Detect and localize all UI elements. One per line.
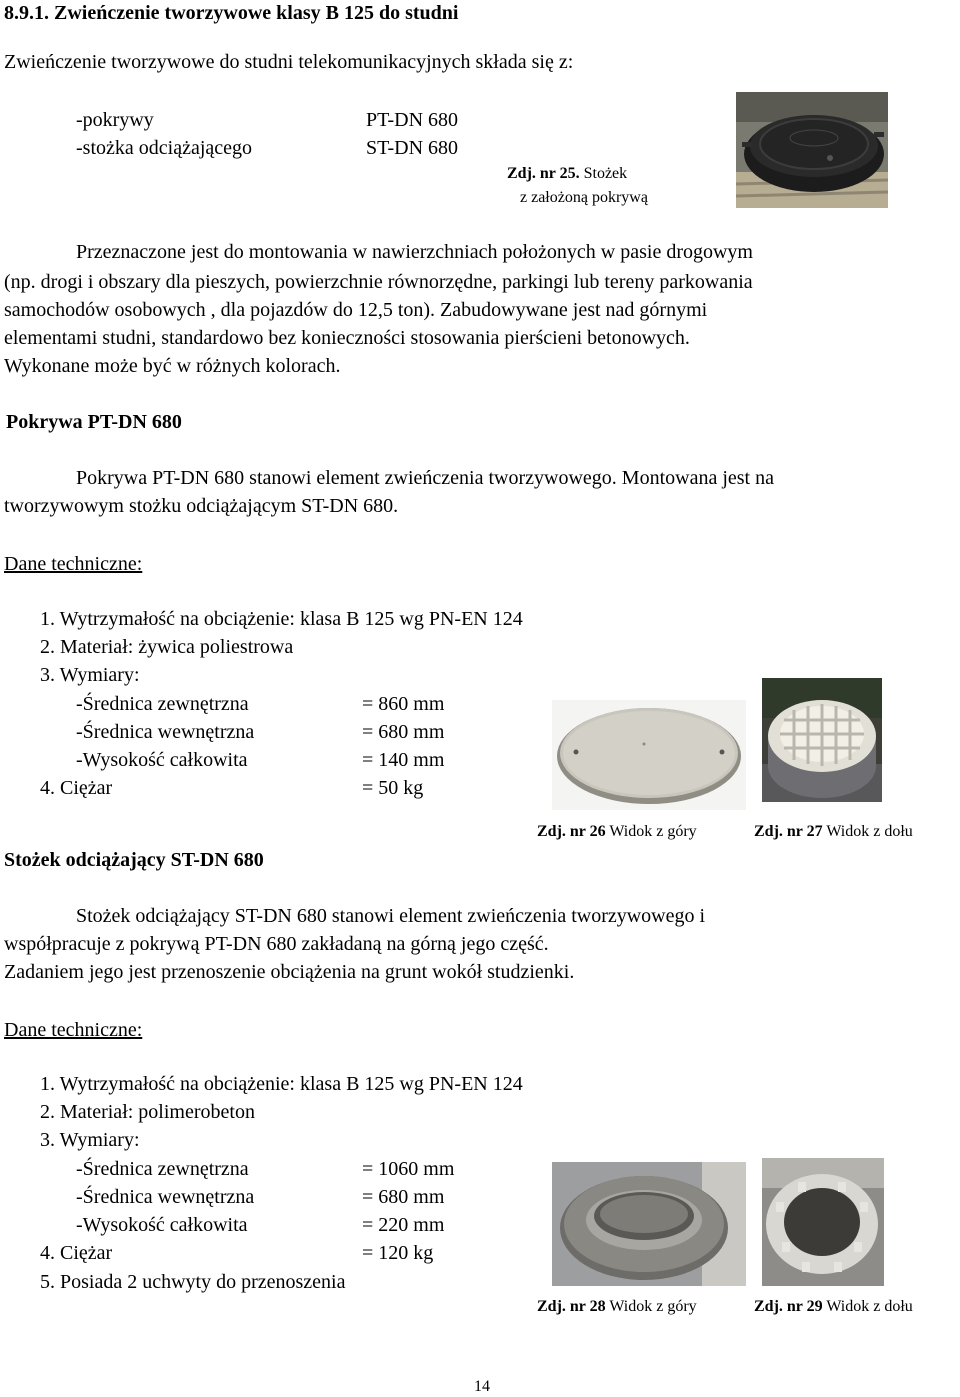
- page-number: 14: [474, 1378, 490, 1395]
- fig29-caption: [754, 1297, 913, 1317]
- cover-dim-value-1: = 860 mm: [362, 693, 445, 715]
- fig25-caption-line2: z założoną pokrywą: [520, 189, 648, 206]
- cone-weight-value: = 120 kg: [362, 1242, 434, 1264]
- cone-dim-value-2: = 680 mm: [362, 1186, 445, 1208]
- cover-dim-label-1: -Średnica zewnętrzna: [76, 693, 249, 715]
- fig29-text: Widok z dołu: [822, 1298, 913, 1315]
- photo-cone-top-view: [552, 1162, 746, 1286]
- cone-desc-line-3: Zadaniem jego jest przenoszenie obciążenia na grunt wokół studzienki.: [4, 961, 575, 983]
- component-name-cone: -stożka odciążającego: [76, 137, 253, 159]
- fig25-title: Stożek: [583, 165, 628, 182]
- cover-spec-3: 3. Wymiary:: [40, 664, 140, 686]
- fig27-caption: [754, 822, 913, 842]
- cover-weight-value: = 50 kg: [362, 777, 424, 799]
- cover-spec-2: 2. Materiał: żywica poliestrowa: [40, 636, 294, 658]
- photo-cover-top-view: [552, 700, 746, 810]
- intro-text: Zwieńczenie tworzywowe do studni telekomunikacyjnych składa się z:: [4, 51, 574, 73]
- fig29-number: Zdj. nr 29: [754, 1298, 823, 1315]
- cover-dim-label-3: -Wysokość całkowita: [76, 749, 248, 771]
- cone-spec-1: 1. Wytrzymałość na obciążenie: klasa B 125 wg PN-EN 124: [40, 1073, 523, 1095]
- purpose-line-3: samochodów osobowych , dla pojazdów do 12,5 ton). Zabudowywane jest nad górnymi: [4, 299, 708, 321]
- cover-dim-value-3: = 140 mm: [362, 749, 445, 771]
- fig25-number: Zdj. nr 25.: [507, 165, 580, 182]
- cone-spec-3: 3. Wymiary:: [40, 1129, 140, 1151]
- cover-tech-heading: Dane techniczne:: [4, 553, 143, 575]
- cone-handles: 5. Posiada 2 uchwyty do przenoszenia: [40, 1271, 346, 1293]
- cover-dim-value-2: = 680 mm: [362, 721, 445, 743]
- purpose-line-2: (np. drogi i obszary dla pieszych, powierzchnie równorzędne, parkingi lub tereny parkowania: [4, 271, 753, 293]
- cover-spec-1: 1. Wytrzymałość na obciążenie: klasa B 125 wg PN-EN 124: [40, 608, 523, 630]
- section-title: 8.9.1. Zwieńczenie tworzywowe klasy B 125 do studni: [4, 2, 459, 24]
- photo-cover-bottom-view: [762, 678, 882, 802]
- photo-cone-with-cover: [736, 92, 888, 208]
- cone-dim-value-3: = 220 mm: [362, 1214, 445, 1236]
- fig26-number: Zdj. nr 26: [537, 823, 606, 840]
- fig27-text: Widok z dołu: [822, 823, 913, 840]
- fig28-number: Zdj. nr 28: [537, 1298, 606, 1315]
- cone-tech-heading: Dane techniczne:: [4, 1019, 143, 1041]
- cone-desc-line-2: współpracuje z pokrywą PT-DN 680 zakładaną na górną jego część.: [4, 933, 549, 955]
- cover-weight-label: 4. Ciężar: [40, 777, 113, 799]
- cone-dim-value-1: = 1060 mm: [362, 1158, 455, 1180]
- cone-dim-label-3: -Wysokość całkowita: [76, 1214, 248, 1236]
- cover-desc-line-1: Pokrywa PT-DN 680 stanowi element zwieńczenia tworzywowego. Montowana jest na: [76, 467, 774, 489]
- cover-dim-label-2: -Średnica wewnętrzna: [76, 721, 255, 743]
- cone-weight-label: 4. Ciężar: [40, 1242, 113, 1264]
- cone-dim-label-1: -Średnica zewnętrzna: [76, 1158, 249, 1180]
- cone-desc-line-1: Stożek odciążający ST-DN 680 stanowi element zwieńczenia tworzywowego i: [76, 905, 706, 927]
- cone-spec-2: 2. Materiał: polimerobeton: [40, 1101, 255, 1123]
- fig27-number: Zdj. nr 27: [754, 823, 823, 840]
- purpose-line-4: elementami studni, standardowo bez konieczności stosowania pierścieni betonowych.: [4, 327, 690, 349]
- fig26-caption: [537, 822, 697, 842]
- purpose-line-1: Przeznaczone jest do montowania w nawierzchniach położonych w pasie drogowym: [76, 241, 753, 263]
- component-code-cone: ST-DN 680: [366, 137, 459, 159]
- cover-desc-line-2: tworzywowym stożku odciążającym ST-DN 680.: [4, 495, 399, 517]
- fig28-text: Widok z góry: [605, 1298, 697, 1315]
- cover-heading: Pokrywa PT-DN 680: [6, 411, 182, 433]
- photo-cone-bottom-view: [762, 1158, 884, 1286]
- cone-dim-label-2: -Średnica wewnętrzna: [76, 1186, 255, 1208]
- cone-heading: Stożek odciążający ST-DN 680: [4, 849, 264, 871]
- fig26-text: Widok z góry: [605, 823, 697, 840]
- component-code-cover: PT-DN 680: [366, 109, 459, 131]
- fig28-caption: [537, 1297, 697, 1317]
- component-name-cover: -pokrywy: [76, 109, 154, 131]
- purpose-line-5: Wykonane może być w różnych kolorach.: [4, 355, 341, 377]
- fig25-caption-line1: [507, 164, 627, 184]
